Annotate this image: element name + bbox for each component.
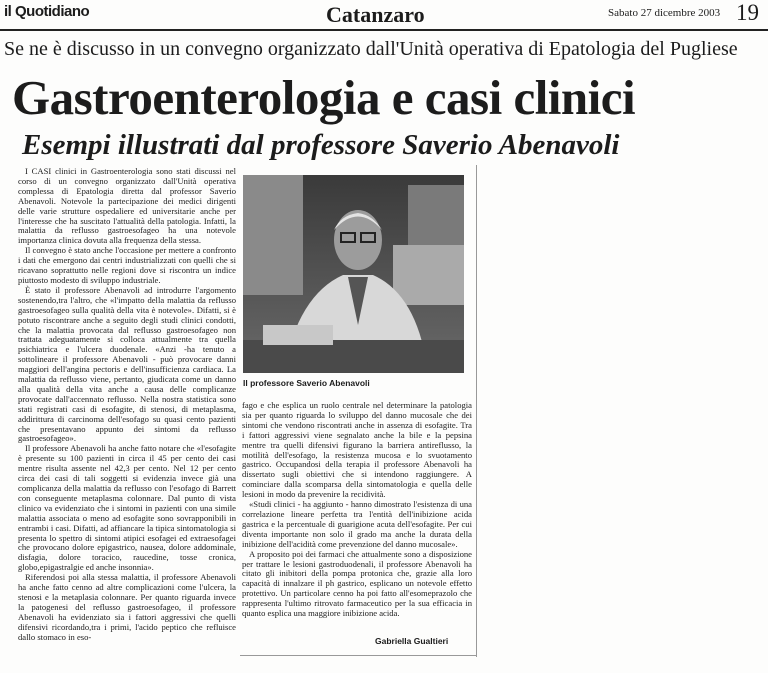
article-headline: Gastroenterologia e casi clinici (12, 70, 636, 125)
page-number: 19 (736, 0, 759, 25)
paragraph: fago e che esplica un ruolo centrale nel determinare la patologia sia per quanto riguarda lo sviluppo del danno mucosale che dei sintomi che vendono riscontrati anche in assenza di esofagite. Tra i fattori aggressivi viene segnalato anche la bile e la pepsina mentre tra quelli difensivi figurano la barriera antireflusso, la motilità dell'esofago, la resistenza mucosa e lo svuotamento gastrico. Occupandosi della terapia il professore Abenavoli ha dissertato sugli obiettivi che si intendono raggiungere. A cominciare dalla scomparsa della sintomatologia e quella delle lesioni in modo da prevenire la recidività. (242, 401, 472, 500)
masthead-rule (0, 29, 768, 31)
newspaper-name: il Quotidiano (4, 3, 90, 20)
paragraph: È stato il professore Abenavoli ad introdurre l'argomento sostenendo,tra l'altro, che «l'impatto della malattia da reflusso gastroesofageo sulla qualità della vita è notevole». Difatti, si è potuto riscontrare anche a seguito degli studi clinici condotti, che la malattia provocata dal reflusso gastroesofageo non trattata adeguatamente si colloca attualmente tra quella psichiatrica e l'ulcera duodenale. «Anzi -ha tenuto a sottolineare il professore Abenavoli - può provocare danni maggiori dell'angina pectoris e dell'insufficienza cardiaca. La malattia da reflusso viene, pertanto, giudicata come un danno alla qualità della vita anche a causa delle complicanze provocate dall'accennato reflusso. Nella nostra statistica sono stati registrati casi di esofagite, di stenosi, di metaplasma, addirittura di carcinoma dell'esofago su quasi cento pazienti che presentavano appunto dei sintomi da reflusso gastroesofageo». (18, 284, 236, 444)
column-divider (476, 165, 477, 657)
paragraph: A proposito poi dei farmaci che attualmente sono a disposizione per trattare le lesioni gastroduodenali, il professore Abenavoli ha citato gli inibitori della pompa protonica che, grazie alla loro capacità di innalzare il ph gastrico, esplicano un notevole effetto protettivo. Un particolare cenno ha poi fatto all'esomeprazolo che rappresenta l'ultimo ritrovato farmaceutico per la sua efficacia in quanto esplica una maggiore inibizione acida. (242, 548, 472, 619)
issue-date: Sabato 27 dicembre 2003 (608, 7, 721, 19)
paragraph: I CASI clinici in Gastroenterologia sono stati discussi nel corso di un convegno organizzato dall'Unità operativa complessa di Epatologia diretta dal professor Saverio Abenavoli. Notevole la partecipazione dei medici dirigenti delle varie strutture ospedaliere ed universitarie anche per l'interesse che ha suscitato l'attualità della patologia. Infatti, la malattia da reflusso gastroesofageo ha una notevole importanza clinica dovuta alla frequenza della stessa. (18, 167, 236, 246)
article-column-2 (242, 401, 472, 633)
photo-caption: Il professore Saverio Abenavoli (243, 378, 370, 388)
section-city: Catanzaro (326, 2, 425, 27)
article-column-1 (18, 167, 236, 665)
paragraph: Il convegno è stato anche l'occasione per mettere a confronto i dati che emergono dai centri industrializzati con quelli che si ricavano soprattutto nelle regioni dove si riscontra un indice piuttosto modesto di sviluppo industriale. (18, 245, 236, 285)
paragraph: Riferendosi poi alla stessa malattia, il professore Abenavoli ha anche fatto cenno ad altre complicazioni come l'ulcera, la stenosi e la metaplasia colonnare. Per quanto riguarda invece la patogenesi del reflusso gastroesofageo, il professore Abenavoli ha evidenziato sia i fattori aggressivi che quelli difensivi ricordando,tra i primi, l'acido peptico che refluisce dallo stomaco in eso- (18, 572, 236, 642)
article-end-rule (240, 655, 476, 656)
paragraph: Il professore Abenavoli ha anche fatto notare che «l'esofagite è presente su 100 pazienti in circa il 45 per cento dei casi mentre risulta assente nel 42,3 per cento. Nel 12 per cento circa dei casi di tali soggetti si evidenzia invece già una complicanza della malattia da reflusso con l'esofago di Barrett con conseguente metaplasma colonnare. Dal punto di vista clinico va evidenziato che i sintomi in pazienti con una simile malattia associata o meno ad esofagite sono sovrapponibili in entrambi i casi. Difatti, ad affiancare la tipica sintomatologia si presenta lo spettro di sintomi atipici esofagei ed extraesofagei che provocano dolore epigastrico, nausea, dolore addominale, disfagia, dolore toracico, raucedine, tosse cronica, globo,epigastralgie ed anche insonnia». (18, 443, 236, 573)
paragraph: «Studi clinici - ha aggiunto - hanno dimostrato l'esistenza di una correlazione lineare perfetta tra l'entità dell'inibizione acida gastrica e la percentuale di guarigione acuta dell'esofagite. Per cui diventa importante non solo il grado ma anche la durata della inibizione dell'acidità come prevenzione del danno mucosale». (242, 499, 472, 549)
portrait-photo (243, 175, 464, 373)
article-subheadline: Esempi illustrati dal professore Saverio Abenavoli (22, 129, 620, 161)
article-kicker: Se ne è discusso in un convegno organizzato dall'Unità operativa di Epatologia del Pugliese (4, 38, 738, 60)
article-byline: Gabriella Gualtieri (375, 636, 449, 646)
